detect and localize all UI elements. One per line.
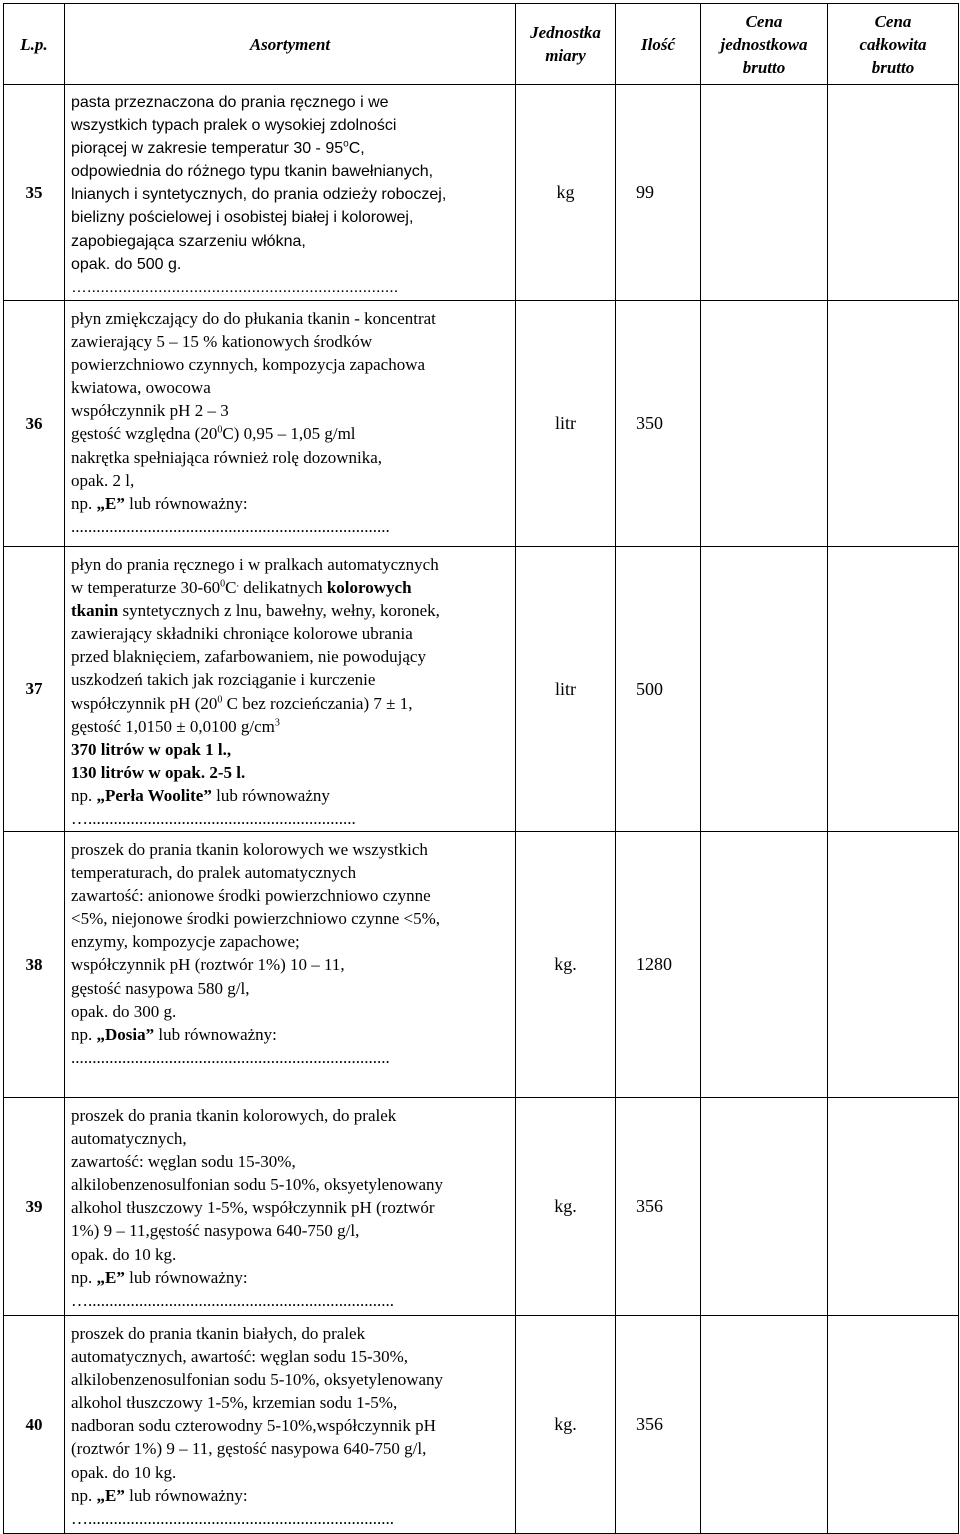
desc-line: proszek do prania tkanin kolorowych we wszystkich — [71, 840, 428, 859]
desc-line: opak. do 10 kg. — [71, 1462, 177, 1482]
product-example: „E” — [96, 1485, 125, 1505]
product-example: „Perła Woolite” — [96, 785, 212, 805]
desc-line: lnianych i syntetycznych, do prania odzieży roboczej, — [71, 186, 447, 204]
desc-line: alkilobenzenosulfonian sodu 5-10%, oksyetylenowany — [71, 1370, 444, 1390]
desc-line: alkilobenzenosulfonian sodu 5-10%, oksyetylenowany — [71, 1175, 444, 1195]
header-cena-jedn-l1: Cena — [745, 11, 783, 31]
total-price-cell — [828, 1316, 959, 1534]
desc-text: np. — [71, 785, 97, 805]
desc-line: zawierający składniki chroniące kolorowe ubrania — [71, 624, 413, 644]
row-number: 40 — [4, 1316, 65, 1534]
desc-line: opak. 2 l, — [71, 470, 135, 490]
item-description — [65, 1098, 516, 1316]
header-cena-calk-l3: brutto — [871, 57, 915, 77]
desc-sup: 0 — [217, 693, 223, 705]
item-description — [65, 85, 516, 301]
desc-line: płyn do prania ręcznego i w pralkach automatycznych — [71, 555, 439, 574]
unit-price-cell — [701, 1098, 828, 1316]
desc-sup: 3 — [274, 717, 280, 728]
desc-sup: 0 — [217, 424, 223, 436]
desc-line: …............................................................... — [71, 809, 356, 829]
desc-line: zawartość: węglan sodu 15-30%, — [71, 1152, 296, 1172]
header-asortyment: Asortyment — [65, 4, 516, 85]
unit-cell: kg — [516, 85, 616, 301]
desc-line: zawierający 5 – 15 % kationowych środków — [71, 332, 373, 352]
table-row — [4, 301, 959, 547]
desc-line: kwiatowa, owocowa — [71, 378, 211, 398]
unit-cell: litr — [516, 547, 616, 832]
row-number: 39 — [4, 1098, 65, 1316]
header-jednostka — [516, 4, 616, 85]
quantity-cell: 350 — [616, 301, 701, 547]
desc-line — [71, 1266, 511, 1289]
desc-line: …...................................................................... — [71, 278, 399, 296]
desc-line: …........................................................................ — [71, 1290, 394, 1310]
header-cena-calkowita — [828, 4, 959, 85]
desc-line: współczynnik pH 2 – 3 — [71, 401, 229, 421]
desc-line — [71, 422, 511, 445]
unit-price-cell — [701, 301, 828, 547]
header-jednostka-l1: Jednostka — [530, 23, 601, 42]
desc-line — [71, 692, 511, 715]
desc-line: płyn zmiękczający do do płukania tkanin - koncentrat — [71, 309, 436, 328]
desc-line: nakrętka spełniająca również rolę dozownika, — [71, 447, 383, 467]
desc-line: proszek do prania tkanin kolorowych, do pralek — [71, 1106, 397, 1125]
product-example: „E” — [96, 493, 125, 513]
quantity-cell: 356 — [616, 1098, 701, 1316]
header-cena-jedn-l2: jednostkowa — [720, 34, 808, 54]
total-price-cell — [828, 301, 959, 547]
desc-line: wszystkich typach pralek o wysokiej zdolności — [71, 117, 397, 135]
desc-line: <5%, niejonowe środki powierzchniowo czynne <5%, — [71, 909, 440, 929]
desc-line — [71, 576, 511, 599]
unit-price-cell — [701, 547, 828, 832]
desc-line: alkohol tłuszczowy 1-5%, krzemian sodu 1-5%, — [71, 1393, 398, 1413]
product-example: „Dosia” — [96, 1024, 155, 1044]
desc-bold: tkanin — [71, 601, 119, 621]
desc-line — [71, 1484, 511, 1507]
desc-sup: 0 — [220, 578, 226, 590]
header-jednostka-l2: miary — [545, 46, 586, 65]
desc-line — [71, 599, 511, 622]
desc-line — [71, 137, 511, 160]
desc-text: C bez rozcieńczania) 7 ± 1, — [222, 693, 413, 713]
product-example: „E” — [96, 1267, 125, 1287]
desc-line — [71, 1023, 511, 1046]
assortment-table — [3, 3, 959, 1534]
desc-line: opak. do 10 kg. — [71, 1244, 177, 1264]
quantity-cell: 356 — [616, 1316, 701, 1534]
desc-text: lub równoważny — [211, 785, 330, 805]
header-ilosc: Ilość — [616, 4, 701, 85]
desc-text: lub równoważny: — [124, 1485, 248, 1505]
row-number: 38 — [4, 832, 65, 1098]
table-row — [4, 1098, 959, 1316]
desc-text: delikatnych — [239, 578, 327, 598]
desc-text: syntetycznych z lnu, bawełny, wełny, koronek, — [118, 601, 440, 621]
desc-line: temperaturach, do pralek automatycznych — [71, 863, 357, 883]
desc-text: np. — [71, 1267, 97, 1287]
desc-text: lub równoważny: — [154, 1024, 277, 1044]
row-number: 36 — [4, 301, 65, 547]
header-row — [4, 4, 959, 85]
desc-line: 130 litrów w opak. 2-5 l. — [71, 762, 246, 782]
desc-line: bielizny pościelowej i osobistej białej i kolorowej, — [71, 209, 414, 227]
desc-line — [71, 715, 511, 738]
desc-line: odpowiednia do różnego typu tkanin bawełnianych, — [71, 163, 434, 181]
desc-line: opak. do 500 g. — [71, 255, 182, 273]
header-cena-jedn-l3: brutto — [742, 57, 786, 77]
desc-line: przed blaknięciem, zafarbowaniem, nie powodujący — [71, 647, 426, 667]
desc-line: zapobiegająca szarzeniu włókna, — [71, 232, 306, 250]
table-row — [4, 832, 959, 1098]
desc-text: lub równoważny: — [124, 1267, 248, 1287]
row-number: 37 — [4, 547, 65, 832]
desc-text: gęstość względna (20 — [71, 424, 218, 444]
desc-line: powierzchniowo czynnych, kompozycja zapachowa — [71, 355, 426, 375]
header-lp: L.p. — [4, 4, 65, 85]
desc-line: nadboran sodu czterowodny 5-10%,współczynnik pH — [71, 1416, 436, 1436]
total-price-cell — [828, 1098, 959, 1316]
desc-line: ........................................................................... — [71, 516, 390, 536]
desc-text: np. — [71, 1024, 97, 1044]
desc-sup: o — [343, 138, 349, 150]
desc-line: współczynnik pH (roztwór 1%) 10 – 11, — [71, 955, 345, 975]
unit-cell: litr — [516, 301, 616, 547]
desc-line — [71, 784, 511, 807]
unit-cell: kg. — [516, 1098, 616, 1316]
header-cena-calk-l2: całkowita — [859, 34, 927, 54]
desc-line: opak. do 300 g. — [71, 1001, 177, 1021]
desc-text: C, — [348, 140, 365, 158]
unit-price-cell — [701, 85, 828, 301]
desc-line: ........................................................................... — [71, 1047, 390, 1067]
table-row — [4, 1316, 959, 1534]
unit-cell: kg. — [516, 832, 616, 1098]
desc-line: uszkodzeń takich jak rozciąganie i kurczenie — [71, 670, 376, 690]
row-number: 35 — [4, 85, 65, 301]
desc-line: automatycznych, — [71, 1129, 187, 1149]
quantity-cell: 500 — [616, 547, 701, 832]
desc-text: piorącej w zakresie temperatur 30 - 95 — [71, 140, 344, 158]
desc-text: C — [225, 578, 237, 598]
header-cena-calk-l1: Cena — [874, 11, 912, 31]
quantity-cell: 99 — [616, 85, 701, 301]
quantity-cell: 1280 — [616, 832, 701, 1098]
unit-price-cell — [701, 832, 828, 1098]
desc-line: …........................................................................ — [71, 1508, 394, 1528]
desc-line: gęstość nasypowa 580 g/l, — [71, 978, 250, 998]
desc-text: C) 0,95 – 1,05 g/ml — [222, 424, 356, 444]
total-price-cell — [828, 547, 959, 832]
desc-line: automatycznych, awartość: węglan sodu 15-30%, — [71, 1347, 409, 1367]
header-cena-jednostkowa — [701, 4, 828, 85]
desc-text: np. — [71, 493, 97, 513]
desc-line: 370 litrów w opak 1 l., — [71, 739, 232, 759]
desc-line: proszek do prania tkanin białych, do pralek — [71, 1324, 366, 1343]
total-price-cell — [828, 85, 959, 301]
desc-line: pasta przeznaczona do prania ręcznego i we — [71, 94, 389, 111]
item-description — [65, 832, 516, 1098]
table-row — [4, 547, 959, 832]
unit-cell: kg. — [516, 1316, 616, 1534]
desc-line: enzymy, kompozycje zapachowe; — [71, 932, 300, 952]
table-row — [4, 85, 959, 301]
desc-line: zawartość: anionowe środki powierzchniowo czynne — [71, 886, 431, 906]
item-description — [65, 1316, 516, 1534]
item-description — [65, 301, 516, 547]
desc-text: gęstość 1,0150 ± 0,0100 g/cm — [71, 716, 275, 736]
desc-line: (roztwór 1%) 9 – 11, gęstość nasypowa 640-750 g/l, — [71, 1439, 427, 1459]
desc-text: lub równoważny: — [124, 493, 248, 513]
desc-text: w temperaturze 30-60 — [71, 578, 221, 598]
desc-bold: kolorowych — [326, 578, 412, 598]
desc-text: współczynnik pH (20 — [71, 693, 218, 713]
desc-line: alkohol tłuszczowy 1-5%, współczynnik pH (roztwór — [71, 1198, 435, 1218]
unit-price-cell — [701, 1316, 828, 1534]
desc-text: np. — [71, 1485, 97, 1505]
total-price-cell — [828, 832, 959, 1098]
desc-line — [71, 492, 511, 515]
item-description — [65, 547, 516, 832]
desc-line: 1%) 9 – 11,gęstość nasypowa 640-750 g/l, — [71, 1221, 360, 1241]
desc-sup: . — [236, 578, 240, 590]
